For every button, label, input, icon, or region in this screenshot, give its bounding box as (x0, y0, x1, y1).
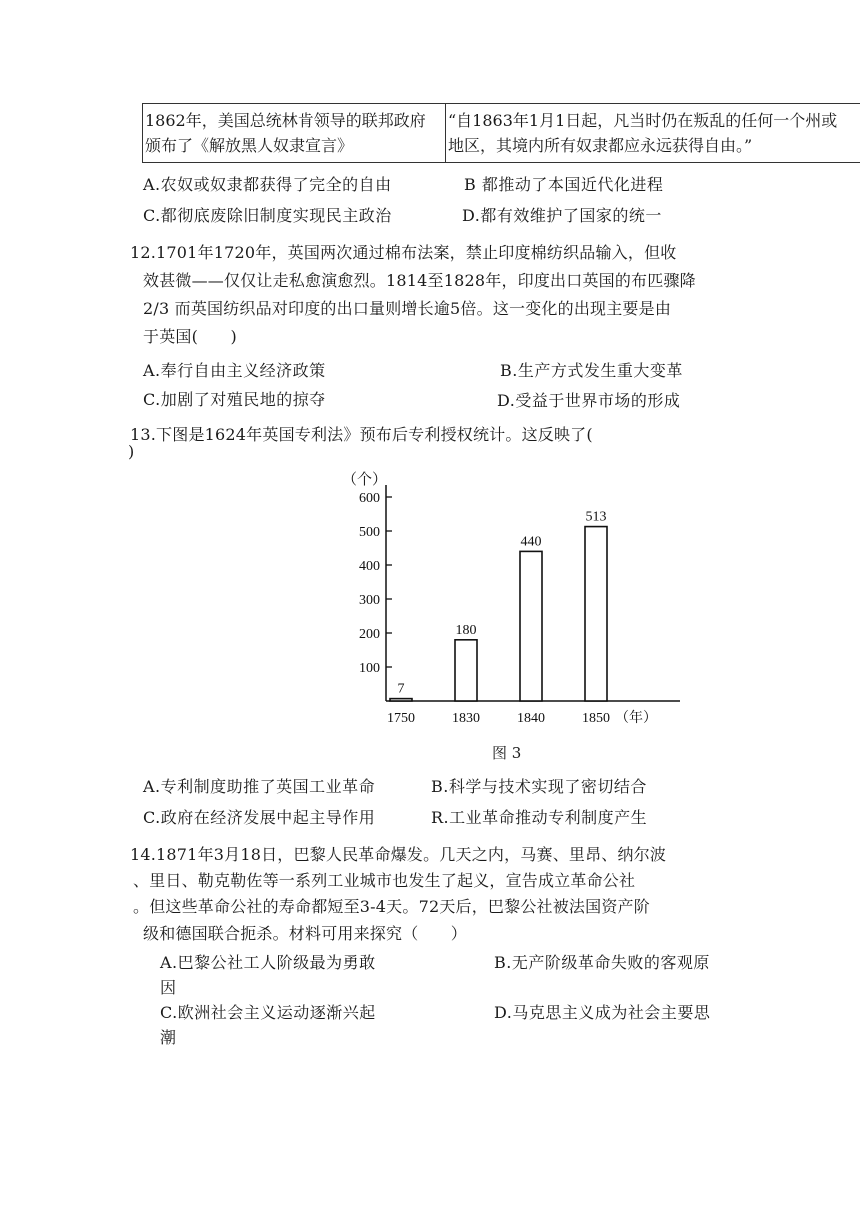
y-tick-label: 200 (359, 627, 380, 642)
q14-stem-line-3: 。但这些革命公社的寿命都短至3-4天。72天后，巴黎公社被法国资产阶 (133, 897, 650, 916)
x-axis-unit-label: （年） (615, 711, 657, 726)
bar-data-label: 180 (455, 622, 477, 638)
q12-option-a[interactable]: A.奉行自由主义经济政策 (143, 361, 326, 380)
y-tick-label: 100 (359, 661, 380, 676)
x-tick-label: 1750 (387, 711, 415, 726)
x-tick-label: 1850 (582, 711, 610, 726)
q13-option-c[interactable]: C.政府在经济发展中起主导作用 (143, 808, 376, 827)
q11-option-d[interactable]: D.都有效维护了国家的统一 (462, 206, 662, 225)
q11-option-b[interactable]: B 都推动了本国近代化进程 (464, 175, 664, 194)
table-left-line-2: 颁布了《解放黑人奴隶宣言》 (145, 136, 354, 155)
q14-option-a[interactable]: A.巴黎公社工人阶级最为勇敢 (160, 953, 376, 972)
q14-stem-line-2: 、里日、勒克勒佐等一系列工业城市也发生了起义，宣告成立革命公社 (133, 871, 636, 890)
bar-data-label: 7 (397, 681, 405, 697)
bar (455, 640, 477, 701)
table-left-line-1: 1862年，美国总统林肯领导的联邦政府 (145, 111, 426, 130)
q14-option-d[interactable]: D.马克思主义成为社会主要思 (494, 1003, 711, 1022)
table-right-line-1: “自1863年1月1日起，凡当时仍在叛乱的任何一个州或 (448, 111, 838, 130)
bar (390, 699, 412, 701)
source-table (142, 103, 860, 163)
q12-stem-line-3: 2/3 而英国纺织品对印度的出口量则增长逾5倍。这一变化的出现主要是由 (143, 299, 672, 318)
y-axis-unit-label: （个） (342, 472, 388, 488)
bar-data-label: 513 (585, 509, 607, 525)
q13-stem-line-1: 13.下图是1624年英国专利法》预布后专利授权统计。这反映了( (130, 425, 593, 444)
bar-data-label: 440 (520, 534, 542, 550)
q12-stem-line-4: 于英国( ) (143, 327, 237, 346)
q14-option-c-wrap: 潮 (160, 1028, 177, 1047)
q13-stem-line-2: ) (128, 442, 135, 461)
q13-option-d[interactable]: R.工业革命推动专利制度产生 (431, 808, 648, 827)
y-tick-label: 300 (359, 593, 380, 608)
q14-option-b[interactable]: B.无产阶级革命失败的客观原 (494, 953, 710, 972)
q13-option-a[interactable]: A.专利制度助推了英国工业革命 (143, 777, 376, 796)
q11-option-c[interactable]: C.都彻底废除旧制度实现民主政治 (143, 206, 392, 225)
table-right-line-2: 地区，其境内所有奴隶都应永远获得自由。” (448, 136, 753, 155)
y-tick-label: 600 (359, 491, 380, 506)
table-cell-right (446, 104, 860, 162)
patent-bar-chart (330, 460, 690, 730)
q12-stem-line-1: 12.1701年1720年，英国两次通过棉布法案，禁止印度棉纺织品输入，但收 (130, 243, 677, 262)
bar (520, 551, 542, 701)
q12-option-c[interactable]: C.加剧了对殖民地的掠夺 (143, 390, 326, 409)
q12-option-d[interactable]: D.受益于世界市场的形成 (497, 391, 681, 410)
q11-option-a[interactable]: A.农奴或奴隶都获得了完全的自由 (143, 175, 392, 194)
figure-caption: 图 3 (492, 744, 522, 762)
table-cell-left (143, 104, 446, 162)
bar (585, 527, 607, 701)
q14-stem-line-1: 14.1871年3月18日，巴黎人民革命爆发。几天之内，马赛、里昂、纳尔波 (130, 845, 667, 864)
q14-option-a-wrap: 因 (160, 978, 177, 997)
q14-stem-line-4: 级和德国联合扼杀。材料可用来探究（ ） (143, 924, 468, 943)
y-tick-label: 400 (359, 559, 380, 574)
q14-option-c[interactable]: C.欧洲社会主义运动逐渐兴起 (160, 1003, 376, 1022)
q12-option-b[interactable]: B.生产方式发生重大变革 (500, 361, 683, 380)
y-tick-label: 500 (359, 525, 380, 540)
q13-option-b[interactable]: B.科学与技术实现了密切结合 (431, 777, 647, 796)
x-tick-label: 1830 (452, 711, 480, 726)
q12-stem-line-2: 效甚微——仅仅让走私愈演愈烈。1814至1828年，印度出口英国的布匹骤降 (143, 271, 696, 290)
x-tick-label: 1840 (517, 711, 545, 726)
